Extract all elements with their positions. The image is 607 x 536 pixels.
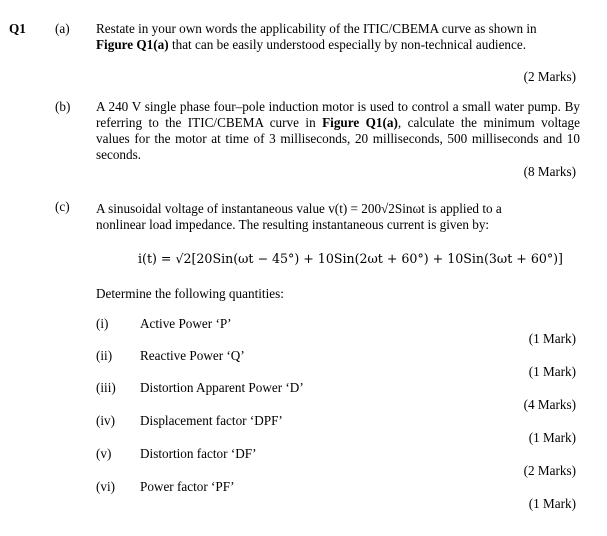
part-b-text-start: A 240 V single phase four–pole induction motor is used to control a small water pump. By referring to the ITIC/CBEMA curve in — [96, 99, 580, 130]
part-c-intro-line2: nonlinear load impedance. The resulting instantaneous current is given by: — [96, 217, 490, 232]
item-i-text: Active Power ‘P’ — [140, 316, 232, 331]
item-ii-text: Reactive Power ‘Q’ — [140, 348, 245, 363]
part-c-intro-line1: A sinusoidal voltage of instantaneous value v(t) = 200√2Sinωt is applied to a — [96, 201, 502, 216]
item-vi-marks: (1 Mark) — [528, 496, 576, 511]
part-a-text — [96, 21, 580, 53]
item-ii-marks: (1 Mark) — [528, 364, 576, 379]
part-b-text — [96, 99, 580, 163]
item-v-text: Distortion factor ‘DF’ — [140, 446, 257, 461]
part-a-text-end: that can be easily understood especially by non-technical audience. — [168, 37, 527, 52]
part-b-label: (b) — [55, 99, 71, 114]
question-number: Q1 — [9, 21, 26, 36]
item-iii-label: (iii) — [96, 380, 116, 395]
part-a-marks: (2 Marks) — [523, 69, 576, 84]
item-iv-text: Displacement factor ‘DPF’ — [140, 413, 283, 428]
item-vi-text: Power factor ‘PF’ — [140, 479, 235, 494]
determine-heading: Determine the following quantities: — [96, 286, 284, 301]
item-iv-marks: (1 Mark) — [528, 430, 576, 445]
part-b-figure-ref: Figure Q1(a) — [322, 115, 398, 130]
item-ii-label: (ii) — [96, 348, 113, 363]
part-b-marks: (8 Marks) — [523, 164, 576, 179]
item-iii-text: Distortion Apparent Power ‘D’ — [140, 380, 304, 395]
item-iv-label: (iv) — [96, 413, 116, 428]
part-a-figure-ref: Figure Q1(a) — [96, 37, 169, 52]
item-vi-label: (vi) — [96, 479, 116, 494]
item-i-marks: (1 Mark) — [528, 331, 576, 346]
part-a-text-start: Restate in your own words the applicability of the ITIC/CBEMA curve as shown in — [96, 21, 537, 36]
item-i-label: (i) — [96, 316, 109, 331]
item-v-label: (v) — [96, 446, 112, 461]
item-v-marks: (2 Marks) — [523, 463, 576, 478]
item-iii-marks: (4 Marks) — [523, 397, 576, 412]
part-a-label: (a) — [55, 21, 70, 36]
current-equation: i(t) = √2[20Sin(ωt − 45°) + 10Sin(2ωt + 60°) + 10Sin(3ωt + 60°)] — [138, 251, 563, 266]
part-c-label: (c) — [55, 199, 70, 214]
part-b-text-end: , calculate the minimum voltage values for the motor at time of 3 milliseconds, 20 milliseconds, 500 milliseconds and 10 seconds. — [96, 115, 580, 162]
